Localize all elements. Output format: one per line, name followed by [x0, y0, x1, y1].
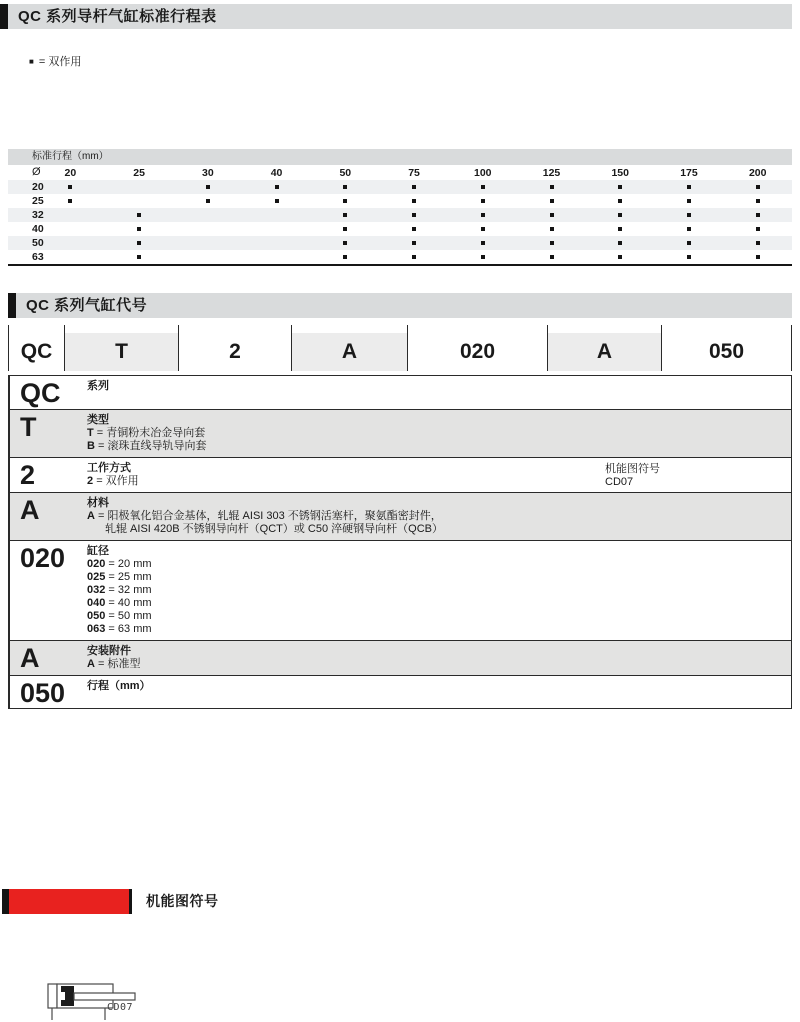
code-segment	[8, 333, 64, 371]
code-option-line	[87, 597, 783, 610]
legend-text: = 双作用	[38, 56, 82, 68]
stroke-cell	[36, 208, 105, 222]
double-acting-mark	[412, 199, 416, 203]
code-segment	[661, 333, 792, 371]
option-value: = 40 mm	[108, 597, 152, 609]
double-acting-mark	[481, 241, 485, 245]
stroke-cell	[173, 180, 242, 194]
column-headers	[36, 165, 792, 180]
code-option-line	[87, 610, 783, 623]
stroke-cell	[173, 194, 242, 208]
stroke-cell	[242, 236, 311, 250]
stroke-cell	[723, 222, 792, 236]
stroke-table-row	[8, 250, 792, 264]
option-value: 轧辊 AISI 420B 不锈钢导向杆（QCT）或 C50 淬硬钢导向杆（QCB）	[105, 523, 443, 535]
option-key: A	[87, 510, 95, 522]
option-value: = 20 mm	[108, 558, 152, 570]
column-header: 75	[408, 166, 420, 179]
double-acting-mark	[618, 199, 622, 203]
code-title: 安装附件	[87, 645, 131, 657]
double-acting-mark	[481, 185, 485, 189]
code-option-line	[87, 440, 783, 453]
stroke-cell	[173, 236, 242, 250]
bore-label: 40	[32, 223, 44, 235]
stroke-cell	[311, 236, 380, 250]
double-acting-mark	[481, 255, 485, 259]
double-acting-mark	[687, 185, 691, 189]
code-cell: QC	[20, 378, 61, 408]
code-description	[87, 410, 791, 457]
stroke-cell	[311, 180, 380, 194]
code-segment-label: 050	[708, 340, 745, 363]
stroke-cell	[655, 208, 724, 222]
stroke-row-cells	[36, 236, 792, 250]
stroke-row-cells	[36, 194, 792, 208]
code-table-row	[10, 376, 791, 409]
stroke-cell	[586, 250, 655, 264]
table-caption: 标准行程（mm）	[8, 149, 792, 165]
code-table-row	[10, 492, 791, 540]
code-segment	[291, 333, 407, 371]
stroke-cell	[36, 194, 105, 208]
double-acting-mark	[618, 227, 622, 231]
double-acting-mark	[481, 199, 485, 203]
note-line: CD07	[605, 476, 634, 488]
code-cell: T	[20, 412, 37, 442]
stroke-cell	[723, 208, 792, 222]
code-segment	[547, 333, 661, 371]
symbol-code-label: CD07	[107, 1002, 134, 1013]
stroke-row-cells	[36, 222, 792, 236]
double-acting-mark	[618, 255, 622, 259]
option-value: = 标准型	[98, 658, 141, 670]
option-key: 050	[87, 610, 106, 622]
stroke-cell	[173, 208, 242, 222]
code-cell: A	[20, 643, 40, 673]
code-segment-label: T	[115, 340, 128, 363]
bore-label: 32	[32, 209, 44, 221]
stroke-cell	[723, 236, 792, 250]
double-acting-mark	[756, 255, 760, 259]
code-option-line	[87, 658, 783, 671]
column-header: 40	[270, 166, 283, 179]
stroke-cell	[380, 236, 449, 250]
code-option-line	[87, 510, 783, 523]
stroke-cell	[448, 222, 517, 236]
code-title: 工作方式	[87, 462, 131, 474]
bore-label: 63	[32, 251, 44, 263]
code-option-line	[87, 571, 783, 584]
double-acting-mark	[756, 199, 760, 203]
code-segment	[64, 333, 178, 371]
double-acting-mark	[206, 185, 210, 189]
stroke-cell	[517, 180, 586, 194]
code-option-line	[87, 475, 783, 488]
double-acting-mark	[550, 255, 554, 259]
option-key: 063	[87, 623, 106, 635]
stroke-table-row	[8, 222, 792, 236]
code-title: 系列	[87, 380, 109, 392]
double-acting-mark	[481, 213, 485, 217]
stroke-cell	[448, 236, 517, 250]
double-acting-mark	[687, 213, 691, 217]
stroke-row-cells	[36, 180, 792, 194]
stroke-cell	[380, 208, 449, 222]
option-value: = 双作用	[96, 475, 139, 487]
code-table-row	[10, 457, 791, 492]
stroke-table-row	[8, 194, 792, 208]
stroke-cell	[448, 250, 517, 264]
code-cell: A	[20, 495, 40, 525]
stroke-cell	[586, 208, 655, 222]
option-value: = 63 mm	[108, 623, 152, 635]
stroke-cell	[311, 194, 380, 208]
stroke-cell	[311, 250, 380, 264]
function-symbol-heading: 机能图符号	[146, 893, 219, 909]
stroke-cell	[655, 180, 724, 194]
stroke-cell	[173, 250, 242, 264]
double-acting-mark	[275, 185, 279, 189]
stroke-cell	[517, 250, 586, 264]
column-header: 125	[542, 166, 561, 179]
code-table-row	[10, 409, 791, 457]
accent-bar	[0, 4, 8, 29]
section-header-order-code	[8, 293, 792, 318]
code-option-line	[87, 584, 783, 597]
double-acting-mark	[137, 255, 141, 259]
code-table-row	[10, 540, 791, 640]
diameter-symbol: Ø	[32, 166, 41, 178]
double-acting-mark	[618, 213, 622, 217]
code-cell: 2	[20, 460, 36, 490]
option-value: = 滚珠直线导轨导向套	[98, 440, 207, 452]
stroke-cell	[173, 222, 242, 236]
stroke-cell	[311, 222, 380, 236]
code-cell: 020	[20, 543, 66, 573]
stroke-cell	[36, 236, 105, 250]
stroke-cell	[723, 194, 792, 208]
column-header: 20	[64, 166, 77, 179]
double-acting-mark	[412, 241, 416, 245]
stroke-cell	[242, 250, 311, 264]
column-header: 150	[611, 166, 629, 179]
column-header: 30	[201, 166, 214, 179]
stroke-table-row	[8, 236, 792, 250]
double-acting-mark	[550, 185, 554, 189]
option-key: 032	[87, 584, 106, 596]
code-segment-label: QC	[20, 340, 53, 363]
table-header-row	[8, 165, 792, 180]
stroke-cell	[517, 236, 586, 250]
stroke-cell	[36, 180, 105, 194]
stroke-cell	[242, 208, 311, 222]
standard-stroke-table	[8, 149, 792, 266]
double-acting-mark	[550, 241, 554, 245]
code-title: 行程（mm）	[87, 680, 151, 692]
section-title: QC 系列导杆气缸标准行程表	[8, 4, 792, 29]
double-acting-mark	[343, 185, 347, 189]
option-value: = 阳极氧化铝合金基体，轧辊 AISI 303 不锈钢活塞杆，聚氨酯密封件，	[98, 510, 442, 522]
column-header: 100	[474, 166, 492, 179]
bore-label: 20	[32, 181, 44, 193]
function-symbol-note	[605, 463, 660, 489]
stroke-cell	[36, 250, 105, 264]
double-acting-mark	[412, 255, 416, 259]
stroke-cell	[655, 222, 724, 236]
accent-bar	[8, 293, 16, 318]
stroke-cell	[242, 222, 311, 236]
double-acting-mark	[687, 241, 691, 245]
double-acting-mark	[618, 241, 622, 245]
double-acting-mark	[550, 227, 554, 231]
stroke-cell	[655, 250, 724, 264]
stroke-cell	[380, 180, 449, 194]
legend-square-icon: ■	[29, 56, 34, 66]
stroke-cell	[105, 250, 174, 264]
stroke-cell	[105, 180, 174, 194]
stroke-cell	[242, 180, 311, 194]
note-line: 机能图符号	[605, 463, 660, 475]
piston-rod	[74, 993, 135, 1000]
code-option-line	[87, 558, 783, 571]
code-segment-label: A	[341, 340, 358, 363]
stroke-row-cells	[36, 208, 792, 222]
double-acting-mark	[343, 227, 347, 231]
code-description	[87, 376, 791, 409]
option-value: = 25 mm	[108, 571, 152, 583]
double-acting-mark	[756, 185, 760, 189]
code-option-line	[87, 623, 783, 636]
double-acting-mark	[687, 227, 691, 231]
double-acting-mark	[343, 255, 347, 259]
option-key: 020	[87, 558, 106, 570]
code-segment	[407, 333, 547, 371]
option-key: 040	[87, 597, 106, 609]
double-acting-mark	[137, 227, 141, 231]
stroke-cell	[36, 222, 105, 236]
stroke-cell	[448, 208, 517, 222]
badge-end-line	[129, 889, 132, 914]
stroke-table-row	[8, 180, 792, 194]
double-acting-mark	[687, 199, 691, 203]
section-title: QC 系列气缸代号	[16, 293, 792, 318]
code-table-row	[10, 640, 791, 675]
stroke-cell	[655, 194, 724, 208]
double-acting-mark	[550, 213, 554, 217]
code-description	[87, 676, 791, 708]
stroke-cell	[380, 194, 449, 208]
code-title: 类型	[87, 414, 109, 426]
code-table-row	[10, 675, 791, 708]
option-value: = 50 mm	[108, 610, 152, 622]
stroke-cell	[723, 180, 792, 194]
stroke-table-body	[8, 180, 792, 264]
stroke-cell	[723, 250, 792, 264]
double-acting-mark	[756, 227, 760, 231]
option-key: A	[87, 658, 95, 670]
stroke-cell	[105, 222, 174, 236]
stroke-cell	[517, 222, 586, 236]
code-segment-label: 020	[459, 340, 496, 363]
stroke-cell	[586, 180, 655, 194]
code-segment-label: A	[596, 340, 613, 363]
double-acting-mark	[206, 199, 210, 203]
double-acting-mark	[687, 255, 691, 259]
stroke-cell	[105, 236, 174, 250]
column-header: 200	[748, 166, 767, 179]
code-title: 材料	[87, 497, 109, 509]
stroke-cell	[380, 250, 449, 264]
stroke-row-cells	[36, 250, 792, 264]
double-acting-mark	[550, 199, 554, 203]
badge-red-bar	[9, 889, 129, 914]
stroke-cell	[517, 208, 586, 222]
stroke-cell	[586, 236, 655, 250]
stroke-cell	[105, 208, 174, 222]
stroke-cell	[586, 222, 655, 236]
stroke-table-row	[8, 208, 792, 222]
stroke-cell	[380, 222, 449, 236]
function-symbol-badge	[2, 889, 132, 914]
stroke-cell	[586, 194, 655, 208]
double-acting-mark	[343, 199, 347, 203]
option-key: 025	[87, 571, 106, 583]
option-key: T	[87, 427, 94, 439]
double-acting-mark	[412, 227, 416, 231]
code-title: 缸径	[87, 545, 109, 557]
double-acting-mark	[343, 241, 347, 245]
code-segment-label: 2	[229, 340, 241, 363]
column-header: 175	[680, 166, 698, 179]
double-acting-mark	[618, 185, 622, 189]
double-acting-mark	[412, 185, 416, 189]
option-value: = 32 mm	[108, 584, 152, 596]
option-key: 2	[87, 475, 94, 487]
bore-label: 50	[32, 237, 44, 249]
double-acting-mark	[412, 213, 416, 217]
double-acting-mark	[343, 213, 347, 217]
code-description	[87, 641, 791, 675]
double-acting-mark	[68, 185, 72, 189]
section-header-stroke-table	[0, 4, 792, 29]
cylinder-symbol-icon	[44, 976, 140, 1022]
order-code-table	[8, 375, 792, 709]
code-option-line	[87, 427, 783, 440]
code-description	[87, 541, 791, 640]
option-key: B	[87, 440, 95, 452]
stroke-cell	[448, 180, 517, 194]
code-segment	[178, 333, 291, 371]
double-acting-mark	[481, 227, 485, 231]
option-value: = 青铜粉末冶金导向套	[96, 427, 206, 439]
double-acting-mark	[68, 199, 72, 203]
code-description	[87, 458, 791, 492]
stroke-cell	[448, 194, 517, 208]
code-cell: 050	[20, 678, 66, 708]
stroke-cell	[242, 194, 311, 208]
stroke-cell	[105, 194, 174, 208]
code-option-line	[87, 523, 783, 536]
double-acting-mark	[137, 241, 141, 245]
badge-black-bar	[2, 889, 9, 914]
stroke-cell	[517, 194, 586, 208]
stroke-cell	[655, 236, 724, 250]
stroke-cell	[311, 208, 380, 222]
double-acting-mark	[275, 199, 279, 203]
code-description	[87, 493, 791, 540]
double-acting-mark	[756, 241, 760, 245]
bore-label: 25	[32, 195, 44, 207]
column-header: 25	[133, 166, 145, 179]
order-code-strip	[8, 333, 792, 371]
double-acting-mark	[756, 213, 760, 217]
column-header: 50	[339, 166, 352, 179]
double-acting-mark	[137, 213, 141, 217]
legend	[29, 53, 81, 69]
